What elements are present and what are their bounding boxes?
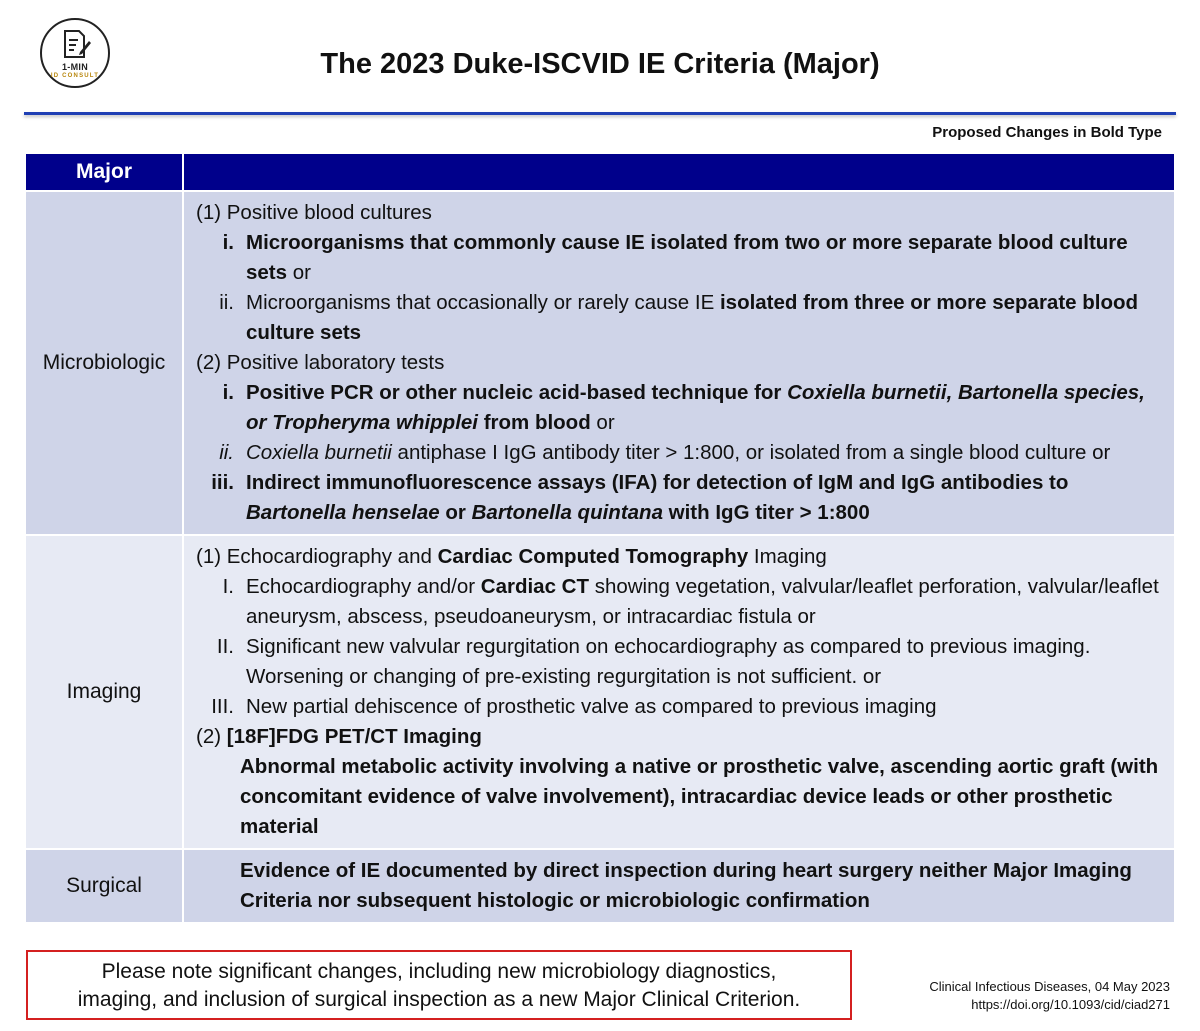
text-run: (2): [196, 725, 227, 748]
criterion-item: [190, 572, 1168, 632]
text-run: New partial dehiscence of prosthetic valve as compared to previous imaging: [246, 695, 937, 718]
changes-note: [26, 950, 852, 1020]
text-run: Bartonella henselae: [246, 501, 440, 524]
category-label: Surgical: [25, 849, 183, 923]
criterion-item: [190, 692, 1168, 722]
criteria-content: [183, 191, 1175, 535]
table-row-microbiologic: [25, 191, 1175, 535]
criterion-section: [190, 722, 1168, 752]
text-run: Abnormal metabolic activity involving a native or prosthetic valve, ascending aortic graft (with concomitant evidence of valve involvement), intracardiac device leads or other prosthetic material: [240, 755, 1159, 838]
note-line: Please note significant changes, including new microbiology diagnostics,: [101, 960, 777, 983]
text-run: Evidence of IE documented by direct inspection during heart surgery neither Major Imaging Criteria nor subsequent histologic or microbiologic confirmation: [240, 859, 1132, 912]
text-run: or: [287, 261, 311, 284]
citation-doi: https://doi.org/10.1093/cid/ciad271: [971, 997, 1170, 1012]
category-label: Imaging: [25, 535, 183, 849]
text-run: Coxiella burnetii: [246, 441, 392, 464]
criterion-item: [190, 438, 1168, 468]
text-run: from blood: [478, 411, 591, 434]
text-run: (1) Echocardiography and: [196, 545, 438, 568]
item-number: iii.: [211, 471, 234, 494]
text-run: Indirect immunofluorescence assays (IFA) for detection of IgM and IgG antibodies to: [246, 471, 1069, 494]
text-run: (2) Positive laboratory tests: [196, 351, 445, 374]
criterion-item: [190, 228, 1168, 288]
criterion-item: [190, 378, 1168, 438]
text-run: Cardiac CT: [480, 575, 589, 598]
table-header-row: [25, 153, 1175, 191]
table-row-imaging: [25, 535, 1175, 849]
header-blank: [183, 153, 1175, 191]
text-run: Microorganisms that occasionally or rarely cause IE: [246, 291, 720, 314]
item-number: ii.: [219, 441, 234, 464]
text-run: antiphase I IgG antibody titer > 1:800, or isolated from a single blood culture or: [391, 441, 1111, 464]
text-run: [18F]FDG PET/CT Imaging: [226, 725, 482, 748]
citation: [929, 978, 1170, 1014]
item-number: I.: [222, 575, 234, 598]
text-run: Coxiella burnetii, Bartonella species, or Tropheryma whipplei: [246, 381, 1145, 434]
table-row-surgical: [25, 849, 1175, 923]
criterion-item: [190, 632, 1168, 692]
criterion-text: [190, 752, 1168, 842]
text-run: with IgG titer > 1:800: [662, 501, 870, 524]
text-run: Positive PCR or other nucleic acid-based technique for: [246, 381, 788, 404]
page-title: The 2023 Duke-ISCVID IE Criteria (Major): [320, 48, 880, 80]
text-run: or: [590, 411, 615, 434]
criterion-section: [190, 542, 1168, 572]
category-label: Microbiologic: [25, 191, 183, 535]
criterion-section: [190, 198, 1168, 228]
criteria-content: [183, 535, 1175, 849]
text-run: Cardiac Computed Tomography: [437, 545, 749, 568]
text-run: Microorganisms that commonly cause IE isolated from two or more separate blood culture sets: [246, 231, 1128, 284]
header-major: Major: [25, 153, 183, 191]
note-line: imaging, and inclusion of surgical inspection as a new Major Clinical Criterion.: [77, 988, 801, 1011]
item-number: III.: [211, 695, 234, 718]
text-run: showing vegetation, valvular/leaflet perforation, valvular/leaflet aneurysm, abscess, pseudoaneurysm, or intracardiac fistula or: [246, 575, 1159, 628]
text-run: isolated from three or more separate blood culture sets: [246, 291, 1139, 344]
criterion-section: [190, 348, 1168, 378]
text-run: Imaging: [748, 545, 827, 568]
criterion-item: [190, 468, 1168, 528]
item-number: i.: [222, 381, 234, 404]
title-divider: [24, 112, 1176, 115]
item-number: i.: [222, 231, 234, 254]
text-run: Significant new valvular regurgitation on echocardiography as compared to previous imaging. Worsening or changing of pre-existing regurgitation is not sufficient. or: [246, 635, 1091, 688]
citation-journal: Clinical Infectious Diseases, 04 May 2023: [929, 979, 1170, 994]
text-run: Echocardiography and/or: [246, 575, 481, 598]
text-run: or: [439, 501, 472, 524]
logo-text: 1-MIN: [62, 62, 88, 72]
item-number: II.: [216, 635, 234, 658]
item-number: ii.: [219, 291, 234, 314]
subtitle: Proposed Changes in Bold Type: [932, 124, 1162, 141]
criterion-item: [190, 288, 1168, 348]
criterion-text: [190, 856, 1168, 916]
logo-subtext: ID CONSULT: [50, 73, 100, 79]
criteria-table: [24, 152, 1176, 924]
criteria-content: [183, 849, 1175, 923]
text-run: (1) Positive blood cultures: [196, 201, 432, 224]
text-run: Bartonella quintana: [471, 501, 663, 524]
